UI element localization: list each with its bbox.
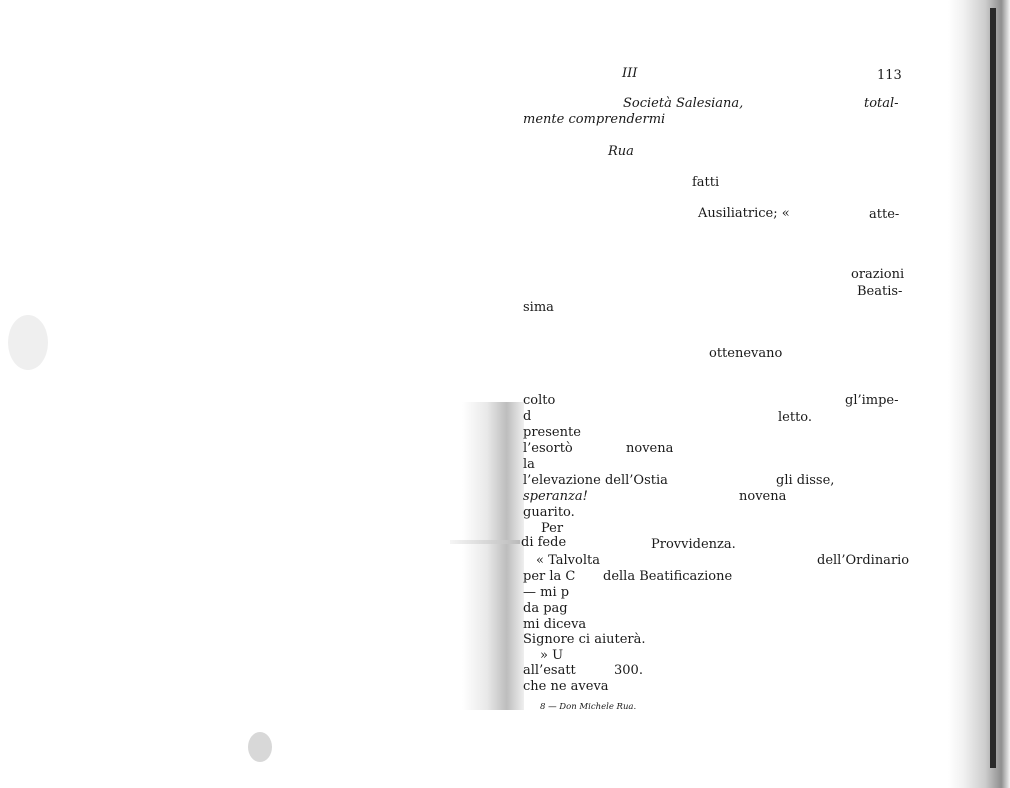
text-line: » U	[540, 648, 564, 663]
text-line: guarito.	[523, 505, 575, 520]
text-line: orazioni	[851, 267, 905, 282]
page-number: 113	[877, 68, 902, 83]
book-spine-edge	[990, 8, 996, 768]
text-line: d	[523, 409, 532, 424]
text-line: 300.	[614, 663, 643, 678]
text-line: ottenevano	[709, 346, 783, 361]
text-line: — mi p	[523, 585, 570, 600]
scan-speck	[248, 732, 272, 762]
text-line: l’elevazione dell’Ostia	[523, 473, 668, 488]
text-line: Ausiliatrice; «	[698, 206, 790, 221]
text-line: gli disse,	[776, 473, 835, 488]
text-line: sima	[523, 300, 554, 315]
text-line: per la C	[523, 569, 576, 584]
text-line: mente comprendermi	[523, 112, 666, 127]
text-line: « Talvolta	[536, 553, 600, 568]
text-line: speranza!	[523, 489, 588, 504]
text-line: letto.	[778, 410, 813, 425]
text-line: presente	[523, 425, 581, 440]
text-line: Beatis-	[857, 284, 903, 299]
text-line: colto	[523, 393, 556, 408]
text-line: dell’Ordinario	[817, 553, 910, 568]
text-line: Signore ci aiuterà.	[523, 632, 646, 647]
scan-speck	[8, 315, 48, 370]
text-line: fatti	[692, 175, 720, 190]
text-line: mi diceva	[523, 617, 587, 632]
text-line: che ne aveva	[523, 679, 609, 694]
text-line: da pag	[523, 601, 568, 616]
text-line: Società Salesiana,	[623, 96, 744, 111]
text-line: la	[523, 457, 535, 472]
text-line: Rua	[608, 144, 634, 159]
text-line: l’esortò	[523, 441, 573, 456]
text-line: della Beatificazione	[603, 569, 733, 584]
page-gutter-shadow	[948, 0, 1010, 788]
facing-page-shadow	[462, 402, 524, 710]
text-line: gl’impe-	[845, 393, 899, 408]
text-line: Per	[541, 521, 564, 536]
page-fold-mark	[450, 540, 520, 544]
text-line: total-	[864, 96, 899, 111]
text-line: novena	[626, 441, 674, 456]
text-line: di fede	[521, 535, 567, 550]
section-label: III	[622, 66, 638, 81]
text-line: all’esatt	[523, 663, 576, 678]
page-footer: 8 — Don Michele Rua.	[540, 702, 637, 712]
text-line: novena	[739, 489, 787, 504]
text-line: atte-	[869, 207, 900, 222]
text-line: Provvidenza.	[651, 537, 736, 552]
